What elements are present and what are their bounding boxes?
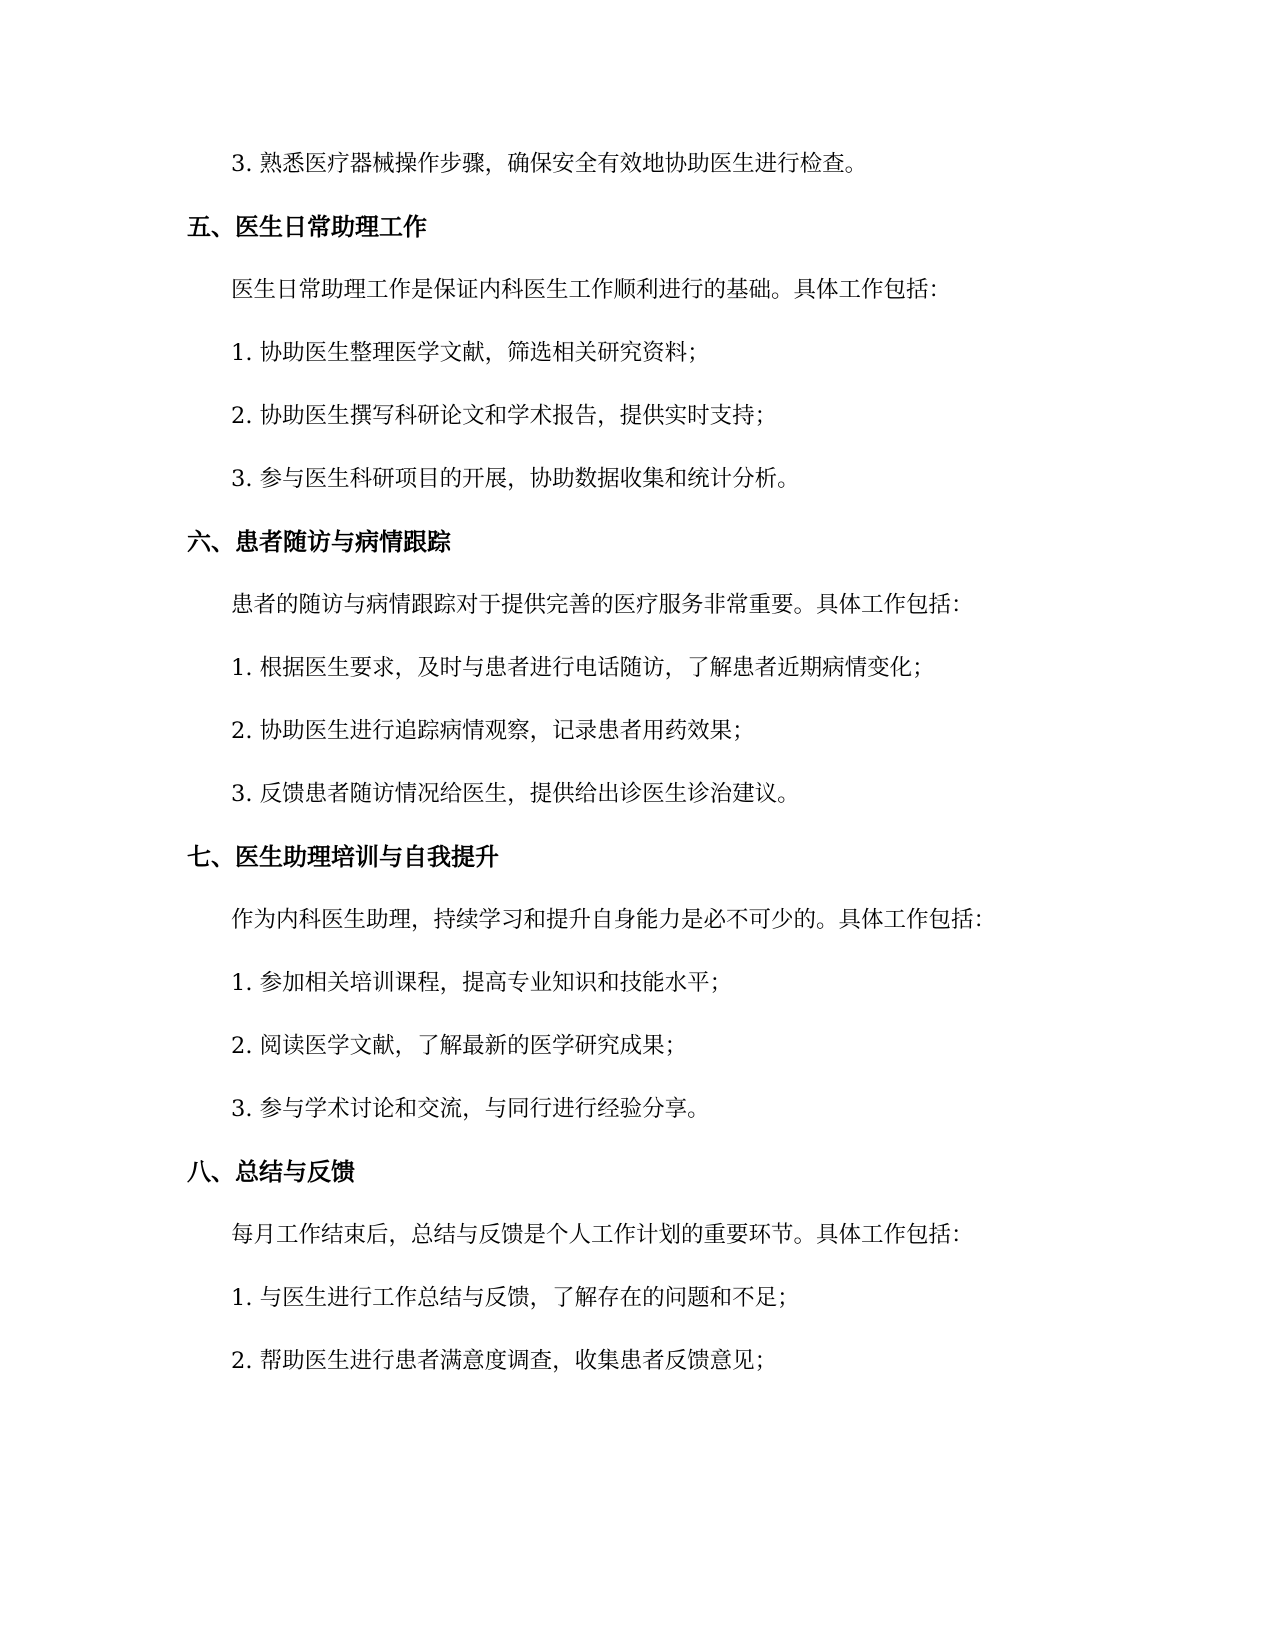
- list-item: 3. 反馈患者随访情况给医生，提供给出诊医生诊治建议。: [231, 781, 800, 807]
- section-heading: 五、医生日常助理工作: [187, 213, 427, 241]
- section-heading: 八、总结与反馈: [187, 1158, 355, 1186]
- section-heading: 六、患者随访与病情跟踪: [187, 528, 451, 556]
- list-item: 2. 协助医生撰写科研论文和学术报告，提供实时支持；: [231, 403, 778, 429]
- paragraph: 作为内科医生助理，持续学习和提升自身能力是必不可少的。具体工作包括：: [231, 907, 997, 933]
- paragraph: 每月工作结束后，总结与反馈是个人工作计划的重要环节。具体工作包括：: [231, 1222, 974, 1248]
- list-item: 1. 参加相关培训课程，提高专业知识和技能水平；: [231, 970, 733, 996]
- list-item: 1. 与医生进行工作总结与反馈，了解存在的问题和不足；: [231, 1285, 800, 1311]
- list-item: 3. 参与学术讨论和交流，与同行进行经验分享。: [231, 1096, 710, 1122]
- list-item: 3. 熟悉医疗器械操作步骤，确保安全有效地协助医生进行检查。: [231, 151, 868, 177]
- paragraph: 患者的随访与病情跟踪对于提供完善的医疗服务非常重要。具体工作包括：: [231, 592, 974, 618]
- paragraph: 医生日常助理工作是保证内科医生工作顺利进行的基础。具体工作包括：: [231, 277, 952, 303]
- list-item: 1. 根据医生要求，及时与患者进行电话随访，了解患者近期病情变化；: [231, 655, 935, 681]
- list-item: 2. 协助医生进行追踪病情观察，记录患者用药效果；: [231, 718, 755, 744]
- list-item: 3. 参与医生科研项目的开展，协助数据收集和统计分析。: [231, 466, 800, 492]
- list-item: 1. 协助医生整理医学文献，筛选相关研究资料；: [231, 340, 710, 366]
- section-heading: 七、医生助理培训与自我提升: [187, 843, 499, 871]
- list-item: 2. 帮助医生进行患者满意度调查，收集患者反馈意见；: [231, 1348, 778, 1374]
- list-item: 2. 阅读医学文献，了解最新的医学研究成果；: [231, 1033, 688, 1059]
